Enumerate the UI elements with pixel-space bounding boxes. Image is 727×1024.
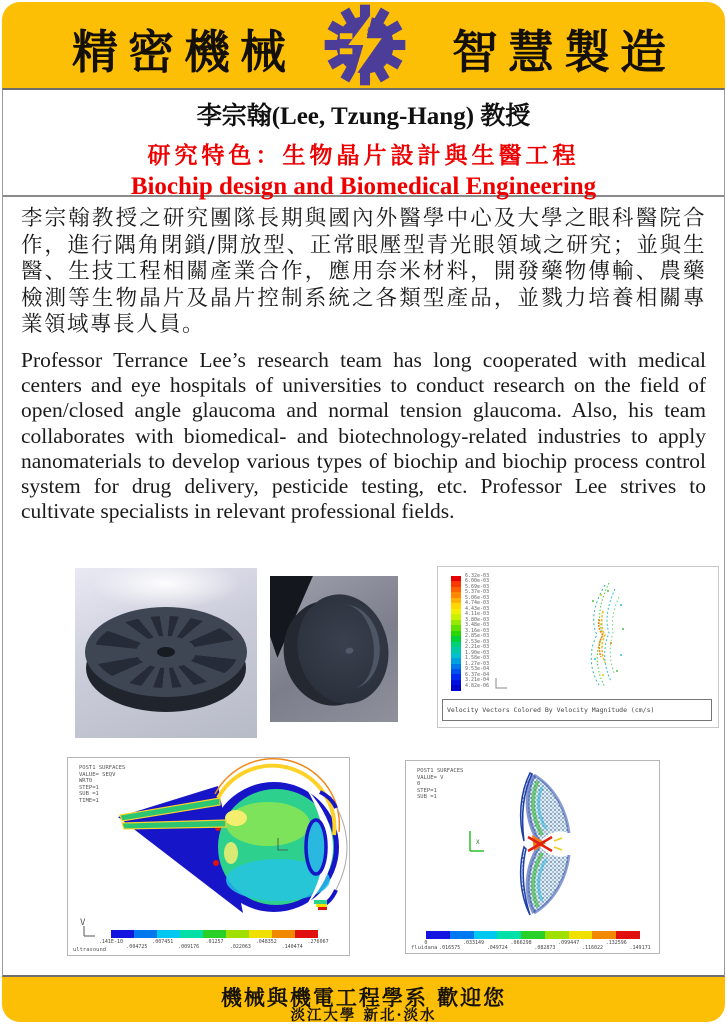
rotor-slotted-face xyxy=(86,608,246,696)
figure-cfd-velocity-vectors xyxy=(437,566,719,728)
rotor-center-hole xyxy=(157,647,175,657)
fea-eye-corner-label: V xyxy=(80,918,86,928)
cfd-caption-box xyxy=(442,699,712,721)
fea-cornea-colorbar xyxy=(426,931,640,939)
cfd-legend-values: 6.32e-03 6.00e-03 5.69e-03 5.37e-03 5.06e-03 4.74e-03 4.43e-03 4.11e-03 3.80e-03 3.48e-03 3.16e-03 2.85e-03 2.53e-03 2.21e-03 1.90e-03 1.58e-03 1.27e-03 9.53e-04 6.37e-04 3.21e-04 4.82e-06 xyxy=(465,573,490,689)
cfd-caption: Velocity Vectors Colored By Velocity Magnitude (cm/s) xyxy=(447,706,655,714)
fea-eye-jobname: ultrasound xyxy=(73,947,107,953)
header-block xyxy=(3,90,724,200)
figure-rotor-photo xyxy=(75,568,257,738)
professor-name: 李宗翰(Lee, Tzung-Hang) 教授 xyxy=(196,103,531,130)
fea-eye-colorbar xyxy=(111,930,318,938)
figure-fea-eye-model xyxy=(67,757,350,956)
research-feature-en: Biochip design and Biomedical Engineering xyxy=(130,173,597,200)
fea-eye-header-text: POST1 SURFACES VALUE= SEQV WRT0 STEP=1 SUB =1 TIME=1 xyxy=(79,765,126,804)
footer-university-location: 淡江大學 新北·淡水 xyxy=(290,1007,437,1024)
figure-fea-cornea-model xyxy=(405,760,660,954)
cfd-axis-triad-icon xyxy=(493,677,509,691)
fea-cornea-colorbar-labels: 0 .016575 .033149 .049724 .066298 .082873 .099447 .116022 .132596 .149171 xyxy=(424,940,651,951)
banner-title-right: 智慧製造 xyxy=(452,25,676,79)
banner-title-left: 精密機械 xyxy=(72,25,296,79)
footer-department-welcome: 機械與機電工程學系 歡迎您 xyxy=(220,985,507,1010)
research-feature-zh: 研究特色：生物晶片設計與生醫工程 xyxy=(147,142,580,168)
mechanical-engineering-gear-logo xyxy=(323,3,407,87)
axis-label-x: X xyxy=(476,839,480,846)
cfd-color-legend xyxy=(451,576,461,691)
logo-text: 機械 xyxy=(366,26,389,40)
figure-disc-photo xyxy=(270,576,398,722)
fea-eye-colorbar-labels: .141E-10 .004725 .007451 .009176 .01257 .022063 .048352 .140474 .276067 xyxy=(98,939,329,950)
cfd-vector-field xyxy=(533,571,673,697)
paragraph-english: Professor Terrance Lee’s research team has long cooperated with medical centers and eye hospitals of universities to conduct research on the field of open/closed angle glaucoma and normal tension glaucoma. Also, his team collaborates with biomedical- and biotechnology-related industries to apply nanomaterials to develop various types of biochip and biochip process control system for drug delivery, pesticide testing, etc. Professor Lee strives to cultivate specialists in relevant professional fields. xyxy=(21,348,706,524)
fea-cornea-header-text: POST1 SURFACES VALUE= V 0 STEP=1 SUB =1 xyxy=(417,768,464,801)
fea-cornea-jobname: fluidana xyxy=(411,945,438,951)
paragraph-chinese: 李宗翰教授之研究團隊長期與國內外醫學中心及大學之眼科醫院合作，進行隅角閉鎖/開放型、正常眼壓型青光眼領域之研究；並與生醫、生技工程相關產業合作，應用奈米材料，開發藥物傳輸、農藥檢測等生物晶片及晶片控制系統之各類型產品，並戮力培養相關專業領域專長人員。 xyxy=(21,206,706,337)
photo-glare xyxy=(90,568,243,609)
